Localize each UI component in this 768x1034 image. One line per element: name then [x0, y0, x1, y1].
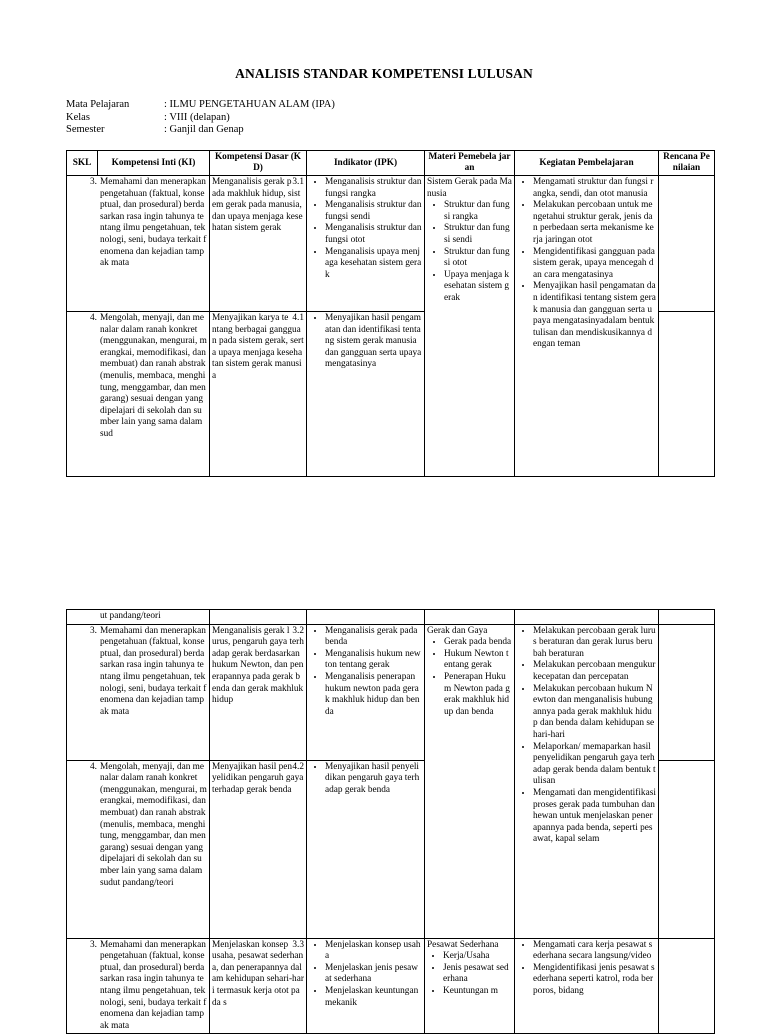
kd-cell [210, 938, 307, 1034]
ki-number: 4. [90, 761, 97, 772]
kd-code: 3.3 [292, 939, 305, 950]
ki-cell [67, 312, 210, 477]
list-item: • Menganalisis struktur dan fungsi rangka [325, 177, 422, 200]
kd-cell [210, 610, 307, 625]
penilaian-cell [659, 610, 715, 625]
materi-title: Pesawat Sederhana [427, 939, 499, 950]
meta-value: : Ganjil dan Genap [164, 124, 244, 135]
penilaian-cell [659, 176, 715, 312]
materi-title: Gerak dan Gaya [427, 625, 488, 636]
skl-table-page-1 [66, 150, 715, 477]
materi-cell [425, 938, 515, 1034]
list-item: • Struktur dan fungsi otot [444, 247, 512, 270]
ki-text-continued: ut pandang/teori [100, 611, 161, 621]
list-item: • Menyajikan hasil pengamatan dan identifikasi tentang sistem gerak manusia dan gangguan serta upaya mengatasinyadalam bentuk tulisan dan mendiskusikannya dengan teman [533, 281, 656, 351]
ipk-cell [307, 176, 425, 312]
ipk-cell [307, 610, 425, 625]
list-item: • Menjelaskan jenis pesawat sederhana [325, 963, 422, 986]
meta-label: Kelas [66, 111, 90, 123]
meta-row-semester [66, 124, 335, 137]
list-item: • Penerapan Hukum Newton pada gerak makhluk hidup dan benda [444, 672, 512, 718]
list-item: • Upaya menjaga kesehatan sistem gerak [444, 270, 512, 305]
kd-cell [210, 624, 307, 760]
ki-number: 3. [90, 625, 97, 636]
ki-cell [67, 610, 210, 625]
materi-cell [425, 624, 515, 938]
list-item: • Menyajikan hasil penyelidikan pengaruh gaya terhadap gerak benda [325, 762, 422, 797]
ki-cell [67, 938, 210, 1034]
ipk-list [309, 762, 422, 797]
list-item: • Melakukan percobaan hukum Newton dan menganalisis hubungannya pada gerak makhluk hidup dan benda dalam kehidupan sehari-hari [533, 684, 656, 742]
meta-block [66, 99, 335, 137]
list-item: • Menganalisis hukum newton tentang gerak [325, 649, 422, 672]
list-item: • Struktur dan fungsi rangka [444, 200, 512, 223]
kegiatan-cell [515, 176, 659, 477]
penilaian-cell [659, 760, 715, 938]
ki-number: 3. [90, 177, 97, 187]
list-item: • Mengamati struktur dan fungsi rangka, sendi, dan otot manusia [533, 177, 656, 200]
list-item: • Menganalisis penerapan hukum newton pada gerak makhluk hidup dan benda [325, 672, 422, 718]
ki-cell [67, 624, 210, 760]
ipk-list [309, 626, 422, 719]
list-item: • Gerak pada benda [444, 637, 512, 649]
header-ipk: Indikator (IPK) [307, 151, 425, 176]
materi-title: Sistem Gerak pada Manusia [427, 177, 512, 199]
document-title: ANALISIS STANDAR KOMPETENSI LULUSAN [235, 66, 533, 81]
kd-cell [210, 760, 307, 938]
table-row [67, 624, 715, 760]
ipk-list [309, 940, 422, 1010]
list-item: • Mengidentifikasi jenis pesawat sederhana seperti katrol, roda berporos, bidang [533, 963, 656, 998]
meta-row-subject [66, 99, 335, 112]
materi-list [427, 637, 512, 718]
ki-text: Memahami dan menerapkan pengetahuan (faktual, konseptual, dan prosedural) berdasarkan rasa ingin tahunya tentang ilmu pengetahuan, teknologi, seni, budaya terkait fenomena dan kejadian tampak mata [100, 939, 207, 1031]
header-kd: Kompetensi Dasar (KD) [210, 151, 307, 176]
list-item: • Melaporkan/ memaparkan hasil penyelidikan pengaruh gaya terhadap gerak benda dalam bentuk tulisan [533, 742, 656, 788]
list-item: • Menganalisis gerak pada benda [325, 626, 422, 649]
kd-text: Menyajikan karya tentang berbagai gangguan pada sistem gerak, serta upaya menjaga kesehatan sistem gerak manusia [212, 313, 304, 381]
list-item: • Kerja/Usaha [443, 951, 512, 963]
skl-table-page-2 [66, 609, 715, 1034]
table-row [67, 938, 715, 1034]
ki-number: 3. [90, 939, 97, 950]
ki-cell [67, 176, 210, 312]
list-item: • Keuntungan m [443, 986, 512, 998]
list-item: • Struktur dan fungsi sendi [444, 223, 512, 246]
ipk-cell [307, 312, 425, 477]
list-item: • Mengidentifikasi gangguan pada sistem gerak, upaya mencegah dan cara mengatasinya [533, 247, 656, 282]
kd-code: 4.2 [292, 761, 305, 772]
materi-list [427, 200, 512, 304]
kegiatan-list [517, 626, 656, 846]
table-row [67, 176, 715, 312]
meta-value: : VIII (delapan) [164, 111, 230, 123]
kd-code: 4.1 [292, 313, 304, 323]
list-item: • Menganalisis upaya menjaga kesehatan sistem gerak [325, 247, 422, 282]
materi-cell [425, 610, 515, 625]
meta-label: Semester [66, 124, 105, 135]
kd-text: Menganalisis gerak pada makhluk hidup, sistem gerak pada manusia, dan upaya menjaga kesehatan sistem gerak [212, 177, 303, 234]
ki-cell [67, 760, 210, 938]
ipk-cell [307, 624, 425, 760]
list-item: • Melakukan percobaan mengukur kecepatan dan percepatan [533, 660, 656, 683]
header-kegiatan: Kegiatan Pembelajaran [515, 151, 659, 176]
kd-text: Menjelaskan konsep usaha, pesawat sederhana, dan penerapannya dalam kehidupan sehari-hari termasuk kerja otot pada s [212, 939, 304, 1008]
list-item: • Melakukan percobaan untuk mengetahui struktur gerak, jenis dan perbedaan serta mekanisme kerja jaringan otot [533, 200, 656, 246]
list-item: • Menyajikan hasil pengamatan dan identifikasi tentang sistem gerak manusia dan gangguan serta upaya mengatasinya [325, 313, 422, 371]
kd-text: Menganalisis gerak lurus, pengaruh gaya terhadap gerak berdasarkan hukum Newton, dan penerapannya pada gerak benda dan gerak makhluk hidup [212, 625, 304, 706]
table-header-row [67, 151, 715, 176]
penilaian-cell [659, 624, 715, 760]
table-row [67, 610, 715, 625]
ki-text: Mengolah, menyaji, dan menalar dalam ranah konkret (menggunakan, mengurai, merangkai, memodifikasi, dan membuat) dan ranah abstrak (menulis, membaca, menghitung, menggambar, dan mengarang) sesuai dengan yang dipelajari di sekolah dan sumber lain yang sama dalam sud [100, 313, 207, 439]
list-item: • Hukum Newton tentang gerak [444, 649, 512, 672]
list-item: • Melakukan percobaan gerak lurus beraturan dan gerak lurus berubah beraturan [533, 626, 656, 661]
ipk-list [309, 313, 422, 371]
materi-cell [425, 176, 515, 477]
ki-number: 4. [90, 313, 97, 323]
kd-text: Menyajikan hasil penyelidikan pengaruh gaya terhadap gerak benda [212, 761, 304, 795]
penilaian-cell [659, 938, 715, 1034]
kegiatan-list [517, 940, 656, 998]
header-skl: SKL [67, 151, 98, 176]
kd-code: 3.1 [292, 177, 304, 187]
list-item: • Jenis pesawat sederhana [443, 963, 512, 986]
kd-cell [210, 312, 307, 477]
penilaian-cell [659, 312, 715, 477]
materi-list [427, 951, 512, 997]
ki-text: Mengolah, menyaji, dan menalar dalam ranah konkret (menggunakan, mengurai, merangkai, memodifikasi, dan membuat) dan ranah abstrak (menulis, membaca, menghitung, menggambar, dan mengarang) sesuai dengan yang dipelajari di sekolah dan sumber lain yang sama dalam sudut pandang/teori [100, 761, 207, 888]
list-item: • Menjelaskan konsep usaha [325, 940, 422, 963]
list-item: • Mengamati dan mengidentifikasi proses gerak pada tumbuhan dan hewan untuk menjelaskan penerapannya pada benda, seperti pesawat, kapal selam [533, 788, 656, 846]
meta-value: : ILMU PENGETAHUAN ALAM (IPA) [164, 99, 335, 110]
list-item: • Mengamati cara kerja pesawat sederhana secara langsung/video [533, 940, 656, 963]
kd-code: 3.2 [292, 625, 305, 636]
kegiatan-cell [515, 938, 659, 1034]
ipk-list [309, 177, 422, 281]
ipk-cell [307, 760, 425, 938]
header-ki: Kompetensi Inti (KI) [98, 151, 210, 176]
list-item: • Menganalisis struktur dan fungsi otot [325, 223, 422, 246]
ki-text: Memahami dan menerapkan pengetahuan (faktual, konseptual, dan prosedural) berdasarkan rasa ingin tahunya tentang ilmu pengetahuan, teknologi, seni, budaya terkait fenomena dan kejadian tampak mata [100, 177, 207, 269]
kegiatan-list [517, 177, 656, 351]
list-item: • Menganalisis struktur dan fungsi sendi [325, 200, 422, 223]
list-item: • Menjelaskan keuntungan mekanik [325, 986, 422, 1009]
ipk-cell [307, 938, 425, 1034]
header-materi: Materi Pemebela jaran [425, 151, 515, 176]
meta-label: Mata Pelajaran [66, 99, 130, 110]
kegiatan-cell [515, 624, 659, 938]
kegiatan-cell [515, 610, 659, 625]
header-penilaian: Rencana Penilaian [659, 151, 715, 176]
ki-text: Memahami dan menerapkan pengetahuan (faktual, konseptual, dan prosedural) berdasarkan rasa ingin tahunya tentang ilmu pengetahuan, teknologi, seni, budaya terkait fenomena dan kejadian tampak mata [100, 625, 207, 717]
kd-cell [210, 176, 307, 312]
meta-row-class [66, 112, 335, 125]
